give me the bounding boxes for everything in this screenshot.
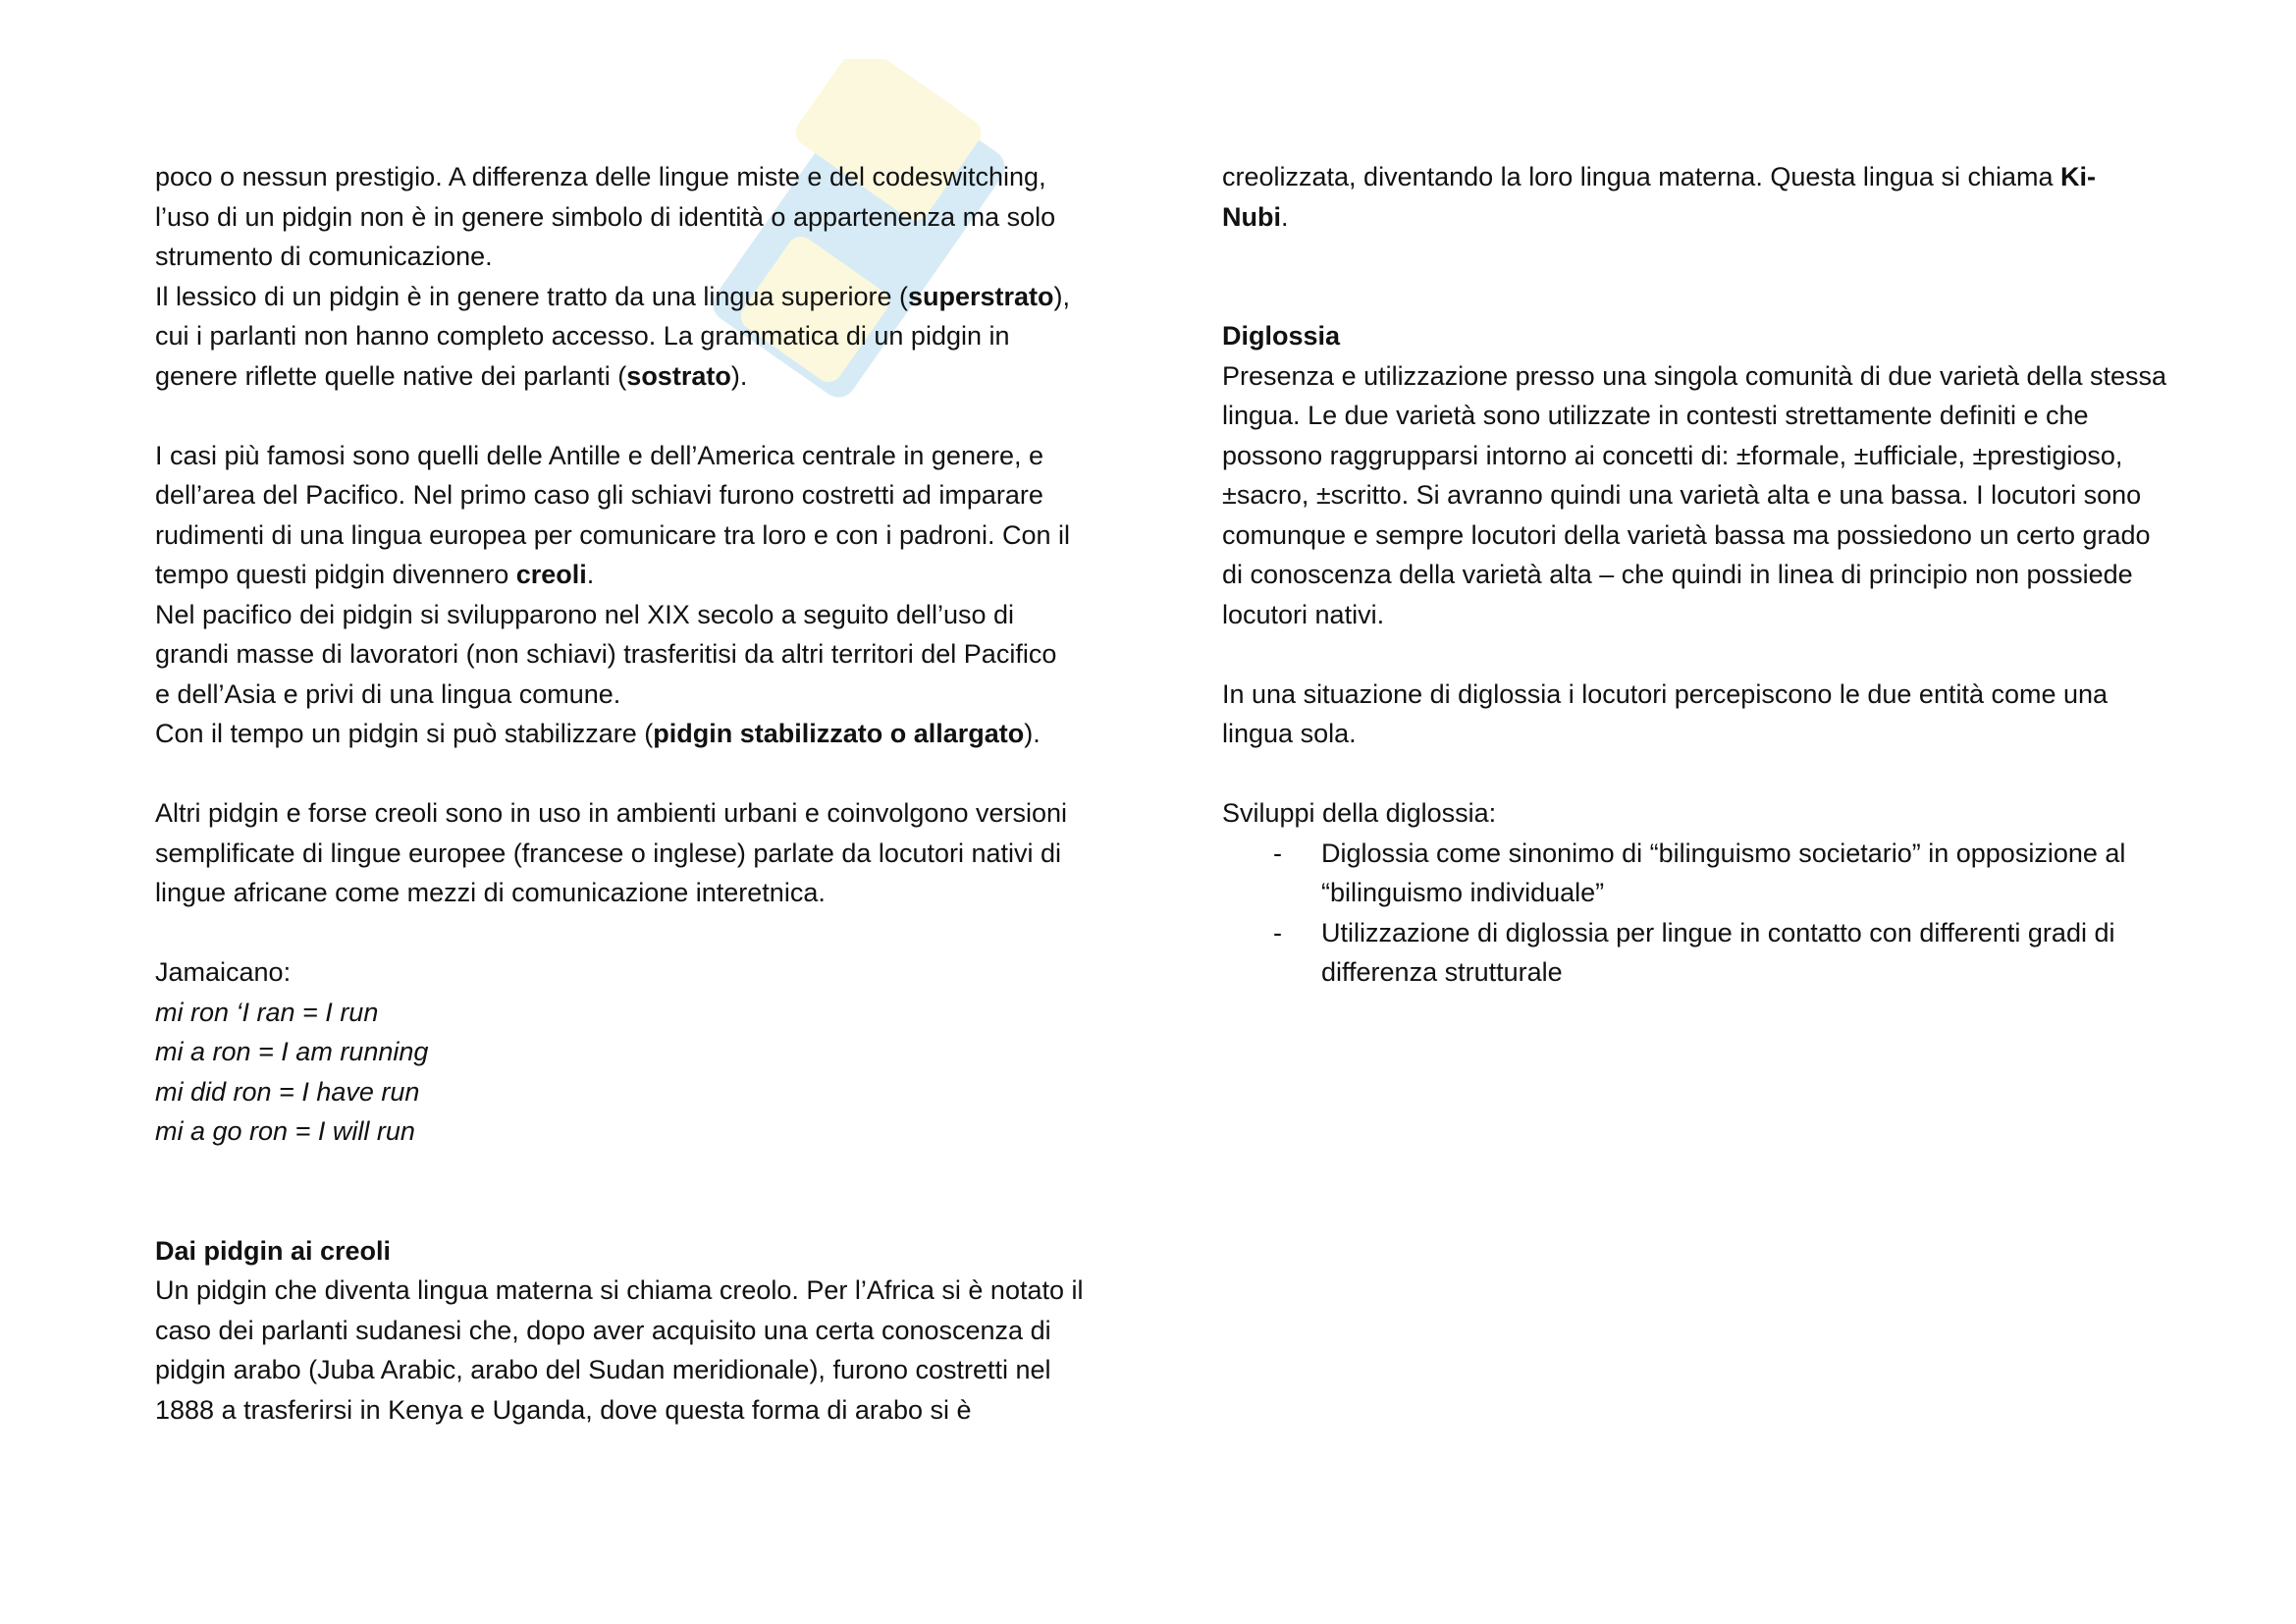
paragraph-line (1222, 197, 2204, 238)
text-run: . (586, 560, 595, 589)
paragraph-line: Nel pacifico dei pidgin si svilupparono nel XIX secolo a seguito dell’uso di (155, 599, 1015, 629)
text-run: Il lessico di un pidgin è in genere tratto da una lingua superiore ( (155, 281, 908, 311)
paragraph-line: ±sacro, ±scritto. Si avranno quindi una varietà alta e una bassa. I locutori sono (1222, 480, 2142, 510)
paragraph-line: comunque e sempre locutori della varietà bassa ma possiedono un certo grado (1222, 519, 2151, 550)
paragraph-line: semplificate di lingue europee (francese o inglese) parlate da locutori nativi di (155, 838, 1062, 868)
paragraph-line: di conoscenza della varietà alta – che quindi in linea di principio non possiede (1222, 560, 2133, 589)
paragraph-line: caso dei parlanti sudanesi che, dopo aver acquisito una certa conoscenza di (155, 1315, 1051, 1345)
paragraph-line: grandi masse di lavoratori (non schiavi) trasferitisi da altri territori del Pacifico (155, 639, 1057, 669)
example-line: mi a ron = I am running (155, 1037, 429, 1066)
paragraph-line (1222, 157, 2204, 197)
paragraph-line: I casi più famosi sono quelli delle Antille e dell’America centrale in genere, e (155, 440, 1044, 470)
paragraph-line: locutori nativi. (1222, 599, 1385, 629)
paragraph-line: pidgin arabo (Juba Arabic, arabo del Sudan meridionale), furono costretti nel (155, 1355, 1051, 1384)
bullet-item (1222, 913, 2204, 993)
text-run: ), (1053, 281, 1071, 311)
paragraph-line (155, 714, 1137, 754)
jamaican-label: Jamaicano: (155, 957, 292, 987)
bullet-line: differenza strutturale (1321, 957, 1563, 987)
term-ki-nubi-part1: Ki- (2059, 162, 2096, 191)
example-line: mi did ron = I have run (155, 1076, 420, 1107)
paragraph-spacer (155, 1191, 1137, 1231)
bullet-line: Utilizzazione di diglossia per lingue in contatto con differenti gradi di (1321, 917, 2115, 947)
bullet-line: “bilinguismo individuale” (1321, 878, 1605, 907)
paragraph-spacer (1222, 237, 2204, 277)
paragraph-line: dell’area del Pacifico. Nel primo caso gli schiavi furono costretti ad imparare (155, 480, 1043, 510)
paragraph-spacer (155, 396, 1137, 436)
text-run: tempo questi pidgin divennero (155, 560, 516, 589)
paragraph-line: In una situazione di diglossia i locutori percepiscono le due entità come una (1222, 678, 2109, 709)
paragraph-line (155, 356, 1137, 397)
paragraph-line: cui i parlanti non hanno completo accesso. La grammatica di un pidgin in (155, 321, 1010, 351)
term-superstrato: superstrato (907, 281, 1054, 311)
paragraph-spacer (1222, 634, 2204, 675)
paragraph-line: lingue africane come mezzi di comunicazione interetnica. (155, 878, 826, 907)
example-line: mi ron ‘I ran = I run (155, 997, 379, 1027)
term-sostrato: sostrato (626, 360, 731, 391)
term-pidgin-stabilizzato: pidgin stabilizzato o allargato (653, 719, 1025, 748)
paragraph-line: e dell’Asia e privi di una lingua comune. (155, 678, 621, 709)
text-run: ). (1024, 719, 1041, 748)
text-run: genere riflette quelle native dei parlanti ( (155, 360, 627, 391)
text-run: ). (730, 360, 748, 391)
paragraph-spacer (1222, 277, 2204, 317)
heading-diglossia: Diglossia (1222, 321, 1341, 351)
paragraph-line: Un pidgin che diventa lingua materna si chiama creolo. Per l’Africa si è notato il (155, 1275, 1084, 1305)
paragraph-spacer (155, 754, 1137, 794)
paragraph-line: lingua sola. (1222, 719, 1357, 748)
bullet-dash: - (1273, 917, 1282, 947)
example-line: mi a go ron = I will run (155, 1116, 415, 1146)
paragraph-line: strumento di comunicazione. (155, 242, 493, 271)
paragraph-line: possono raggrupparsi intorno ai concetti di: ±formale, ±ufficiale, ±prestigioso, (1222, 440, 2123, 470)
heading-dai-pidgin-ai-creoli: Dai pidgin ai creoli (155, 1235, 392, 1266)
paragraph-line: 1888 a trasferirsi in Kenya e Uganda, dove questa forma di arabo si è (155, 1394, 972, 1425)
paragraph-line: Presenza e utilizzazione presso una singola comunità di due varietà della stessa (1222, 360, 2167, 391)
text-run: . (1281, 201, 1289, 232)
term-creoli: creoli (515, 560, 587, 589)
paragraph-spacer (155, 913, 1137, 953)
text-run: Con il tempo un pidgin si può stabilizzare ( (155, 719, 654, 748)
paragraph-line (155, 555, 1137, 595)
bullet-line: Diglossia come sinonimo di “bilinguismo societario” in opposizione al (1321, 838, 2126, 868)
paragraph-line: lingua. Le due varietà sono utilizzate in contesti strettamente definiti e che (1222, 401, 2089, 430)
term-ki-nubi-part2: Nubi (1222, 201, 1281, 232)
bullet-item (1222, 834, 2204, 913)
paragraph-line (155, 277, 1137, 317)
paragraph-spacer (1222, 754, 2204, 794)
right-column (1222, 157, 2204, 993)
paragraph-line: poco o nessun prestigio. A differenza delle lingue miste e del codeswitching, (155, 162, 1046, 191)
developments-label: Sviluppi della diglossia: (1222, 798, 1497, 828)
paragraph-spacer (155, 1152, 1137, 1192)
paragraph-line: l’uso di un pidgin non è in genere simbolo di identità o appartenenza ma solo (155, 201, 1056, 232)
bullet-dash: - (1273, 838, 1282, 868)
paragraph-line: rudimenti di una lingua europea per comunicare tra loro e con i padroni. Con il (155, 519, 1071, 550)
paragraph-line: Altri pidgin e forse creoli sono in uso in ambienti urbani e coinvolgono versioni (155, 798, 1068, 828)
left-column (155, 157, 1137, 1430)
text-run: creolizzata, diventando la loro lingua materna. Questa lingua si chiama (1222, 162, 2060, 191)
